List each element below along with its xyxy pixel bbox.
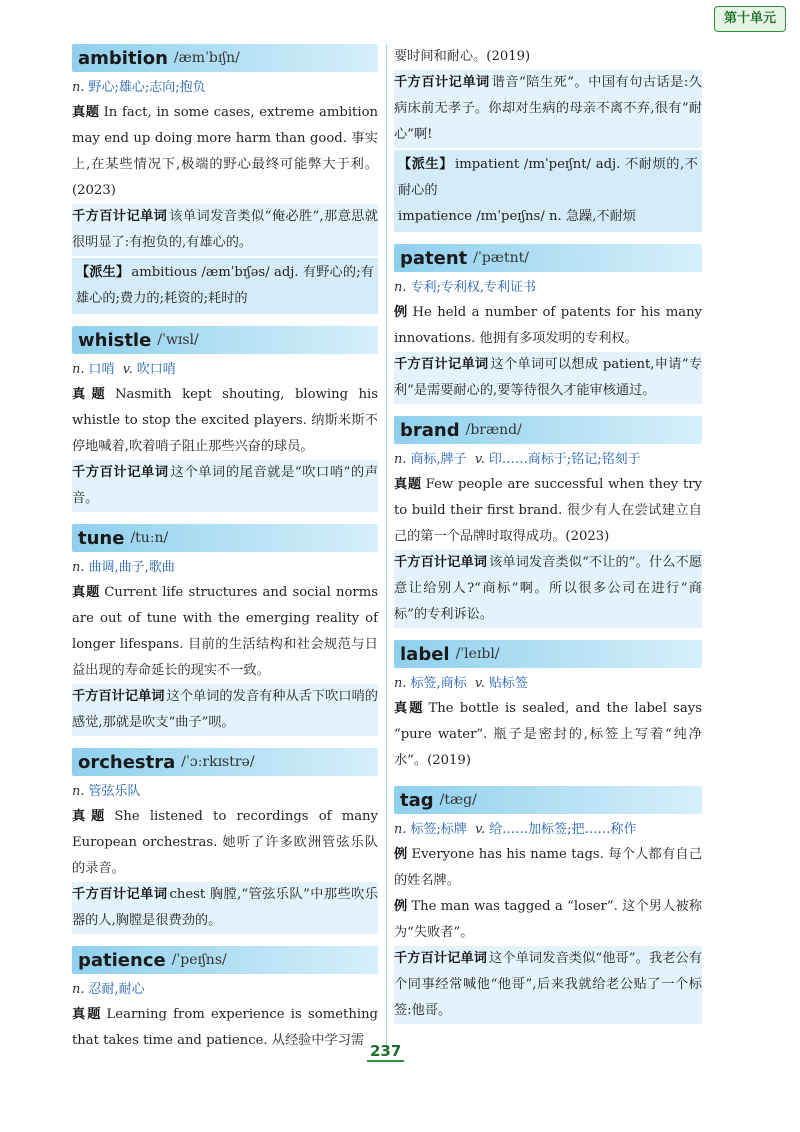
meaning: n. 商标,牌子 v. 印……商标于;铭记;铭刻于 xyxy=(394,452,641,467)
headword-bar xyxy=(72,326,378,354)
entry-ambition xyxy=(72,44,378,314)
memory-tip: 千方百计记单词 chest 胸膛,“管弦乐队”中那些吹乐器的人,胸膛是很费劲的。 xyxy=(72,882,378,934)
meaning: n. 曲调,曲子,歌曲 xyxy=(72,560,175,575)
right-column xyxy=(394,44,702,1036)
zhenti-example: 真题 Learning from experience is something that takes time and patience. 从经验中学习需 xyxy=(72,1007,379,1048)
meaning: n. 专利;专利权,专利证书 xyxy=(394,280,537,295)
zhenti-example: 真题 Few people are successful when they try to build their first brand. 很少有人在尝试建立自己的第一个品牌时取得成功。(2023) xyxy=(394,477,702,544)
headword: label xyxy=(400,643,450,665)
headword-bar xyxy=(72,524,378,552)
entry-orchestra xyxy=(72,748,378,934)
headword-bar xyxy=(72,946,378,974)
meaning: n. 口哨 v. 吹口哨 xyxy=(72,362,176,377)
meaning: n. 野心;雄心;志向;抱负 xyxy=(72,80,206,95)
zhenti-example: 真题 In fact, in some cases, extreme ambition may end up doing more harm than good. 事实上,在某些情况下,极端的野心最终可能弊大于利。(2023) xyxy=(72,105,379,198)
entry-patent xyxy=(394,244,702,404)
memory-tip: 千方百计记单词 该单词发音类似“俺必胜”,那意思就很明显了:有抱负的,有雄心的。 xyxy=(72,204,378,256)
entry-tune xyxy=(72,524,378,736)
derivative: 【派生】 impatient /ɪmˈpeɪʃnt/ adj. 不耐烦的,不耐心的 impatience /ɪmˈpeɪʃns/ n. 急躁,不耐烦 xyxy=(394,150,702,232)
zhenti-example: 真题 Current life structures and social norms are out of tune with the emerging reality of longer lifespans. 目前的生活结构和社会规范与日益出现的寿命延长的现实不一致。 xyxy=(72,585,378,678)
headword: brand xyxy=(400,419,460,441)
meaning: n. 忍耐,耐心 xyxy=(72,982,145,997)
zhenti-example: 真题 Nasmith kept shouting, blowing his whistle to stop the excited players. 纳斯米斯不停地喊着,吹着哨子阻止那些兴奋的球员。 xyxy=(72,387,378,454)
zhenti-example: 真题 She listened to recordings of many European orchestras. 她听了许多欧洲管弦乐队的录音。 xyxy=(72,809,379,876)
phonetic: /ˈwɪsl/ xyxy=(157,332,199,348)
memory-tip: 千方百计记单词 这个单词的尾音就是“吹口哨”的声音。 xyxy=(72,460,378,512)
meaning: n. 管弦乐队 xyxy=(72,784,141,799)
phonetic: /ˈɔːrkɪstrə/ xyxy=(181,754,255,770)
headword: patience xyxy=(78,949,166,971)
meaning: n. 标签,商标 v. 贴标签 xyxy=(394,676,528,691)
headword: orchestra xyxy=(78,751,176,773)
column-divider xyxy=(386,44,387,1044)
example-sentence: 例 The man was tagged a “loser”. 这个男人被称为“失败者”。 xyxy=(394,899,703,940)
phonetic: /tæg/ xyxy=(439,792,477,808)
example-sentence: 例 He held a number of patents for his many innovations. 他拥有多项发明的专利权。 xyxy=(394,305,703,346)
memory-tip: 千方百计记单词 谐音“陪生死”。中国有句古话是:久病床前无孝子。你却对生病的母亲不离不弃,很有“耐心”啊! xyxy=(394,70,702,148)
entry-patience-continued xyxy=(394,44,702,232)
headword-bar xyxy=(394,416,702,444)
unit-tab: 第十单元 xyxy=(714,6,786,32)
phonetic: /ˈpætnt/ xyxy=(473,250,529,266)
headword-bar xyxy=(72,44,378,72)
page-number: 237 xyxy=(367,1042,404,1062)
entry-tag xyxy=(394,786,702,1024)
phonetic: /æmˈbɪʃn/ xyxy=(173,50,240,66)
headword-bar xyxy=(72,748,378,776)
headword: patent xyxy=(400,247,468,269)
phonetic: /brænd/ xyxy=(465,422,522,438)
memory-tip: 千方百计记单词 该单词发音类似“不让的”。什么不愿意让给别人?“商标”啊。所以很多公司在进行“商标”的专利诉讼。 xyxy=(394,550,702,628)
memory-tip: 千方百计记单词 这个单词发音类似“他哥”。我老公有个同事经常喊他“他哥”,后来我就给老公贴了一个标签:他哥。 xyxy=(394,946,702,1024)
headword-bar xyxy=(394,786,702,814)
zhenti-example: 真题 The bottle is sealed, and the label says “pure water”. 瓶子是密封的,标签上写着“纯净水”。(2019) xyxy=(394,701,702,768)
headword: tune xyxy=(78,527,125,549)
entry-patience xyxy=(72,946,378,1054)
left-column xyxy=(72,44,378,1066)
phonetic: /ˈpeɪʃns/ xyxy=(171,952,227,968)
headword-bar xyxy=(394,244,702,272)
phonetic: /ˈleɪbl/ xyxy=(455,646,500,662)
headword: tag xyxy=(400,789,434,811)
entry-label xyxy=(394,640,702,774)
headword: whistle xyxy=(78,329,152,351)
example-sentence: 例 Everyone has his name tags. 每个人都有自己的姓名牌。 xyxy=(394,847,703,888)
entry-whistle xyxy=(72,326,378,512)
zhenti-continued: 要时间和耐心。(2019) xyxy=(394,49,531,64)
meaning: n. 标签;标牌 v. 给……加标签;把……称作 xyxy=(394,822,637,837)
derivative: 【派生】 ambitious /æmˈbɪʃəs/ adj. 有野心的;有雄心的;费力的;耗资的;耗时的 xyxy=(72,258,378,314)
headword: ambition xyxy=(78,47,168,69)
memory-tip: 千方百计记单词 这个单词可以想成 patient,申请“专利”是需要耐心的,要等待很久才能审核通过。 xyxy=(394,352,702,404)
entry-brand xyxy=(394,416,702,628)
headword-bar xyxy=(394,640,702,668)
memory-tip: 千方百计记单词 这个单词的发音有种从舌下吹口哨的感觉,那就是吹支“曲子”呗。 xyxy=(72,684,378,736)
phonetic: /tuːn/ xyxy=(130,530,169,546)
